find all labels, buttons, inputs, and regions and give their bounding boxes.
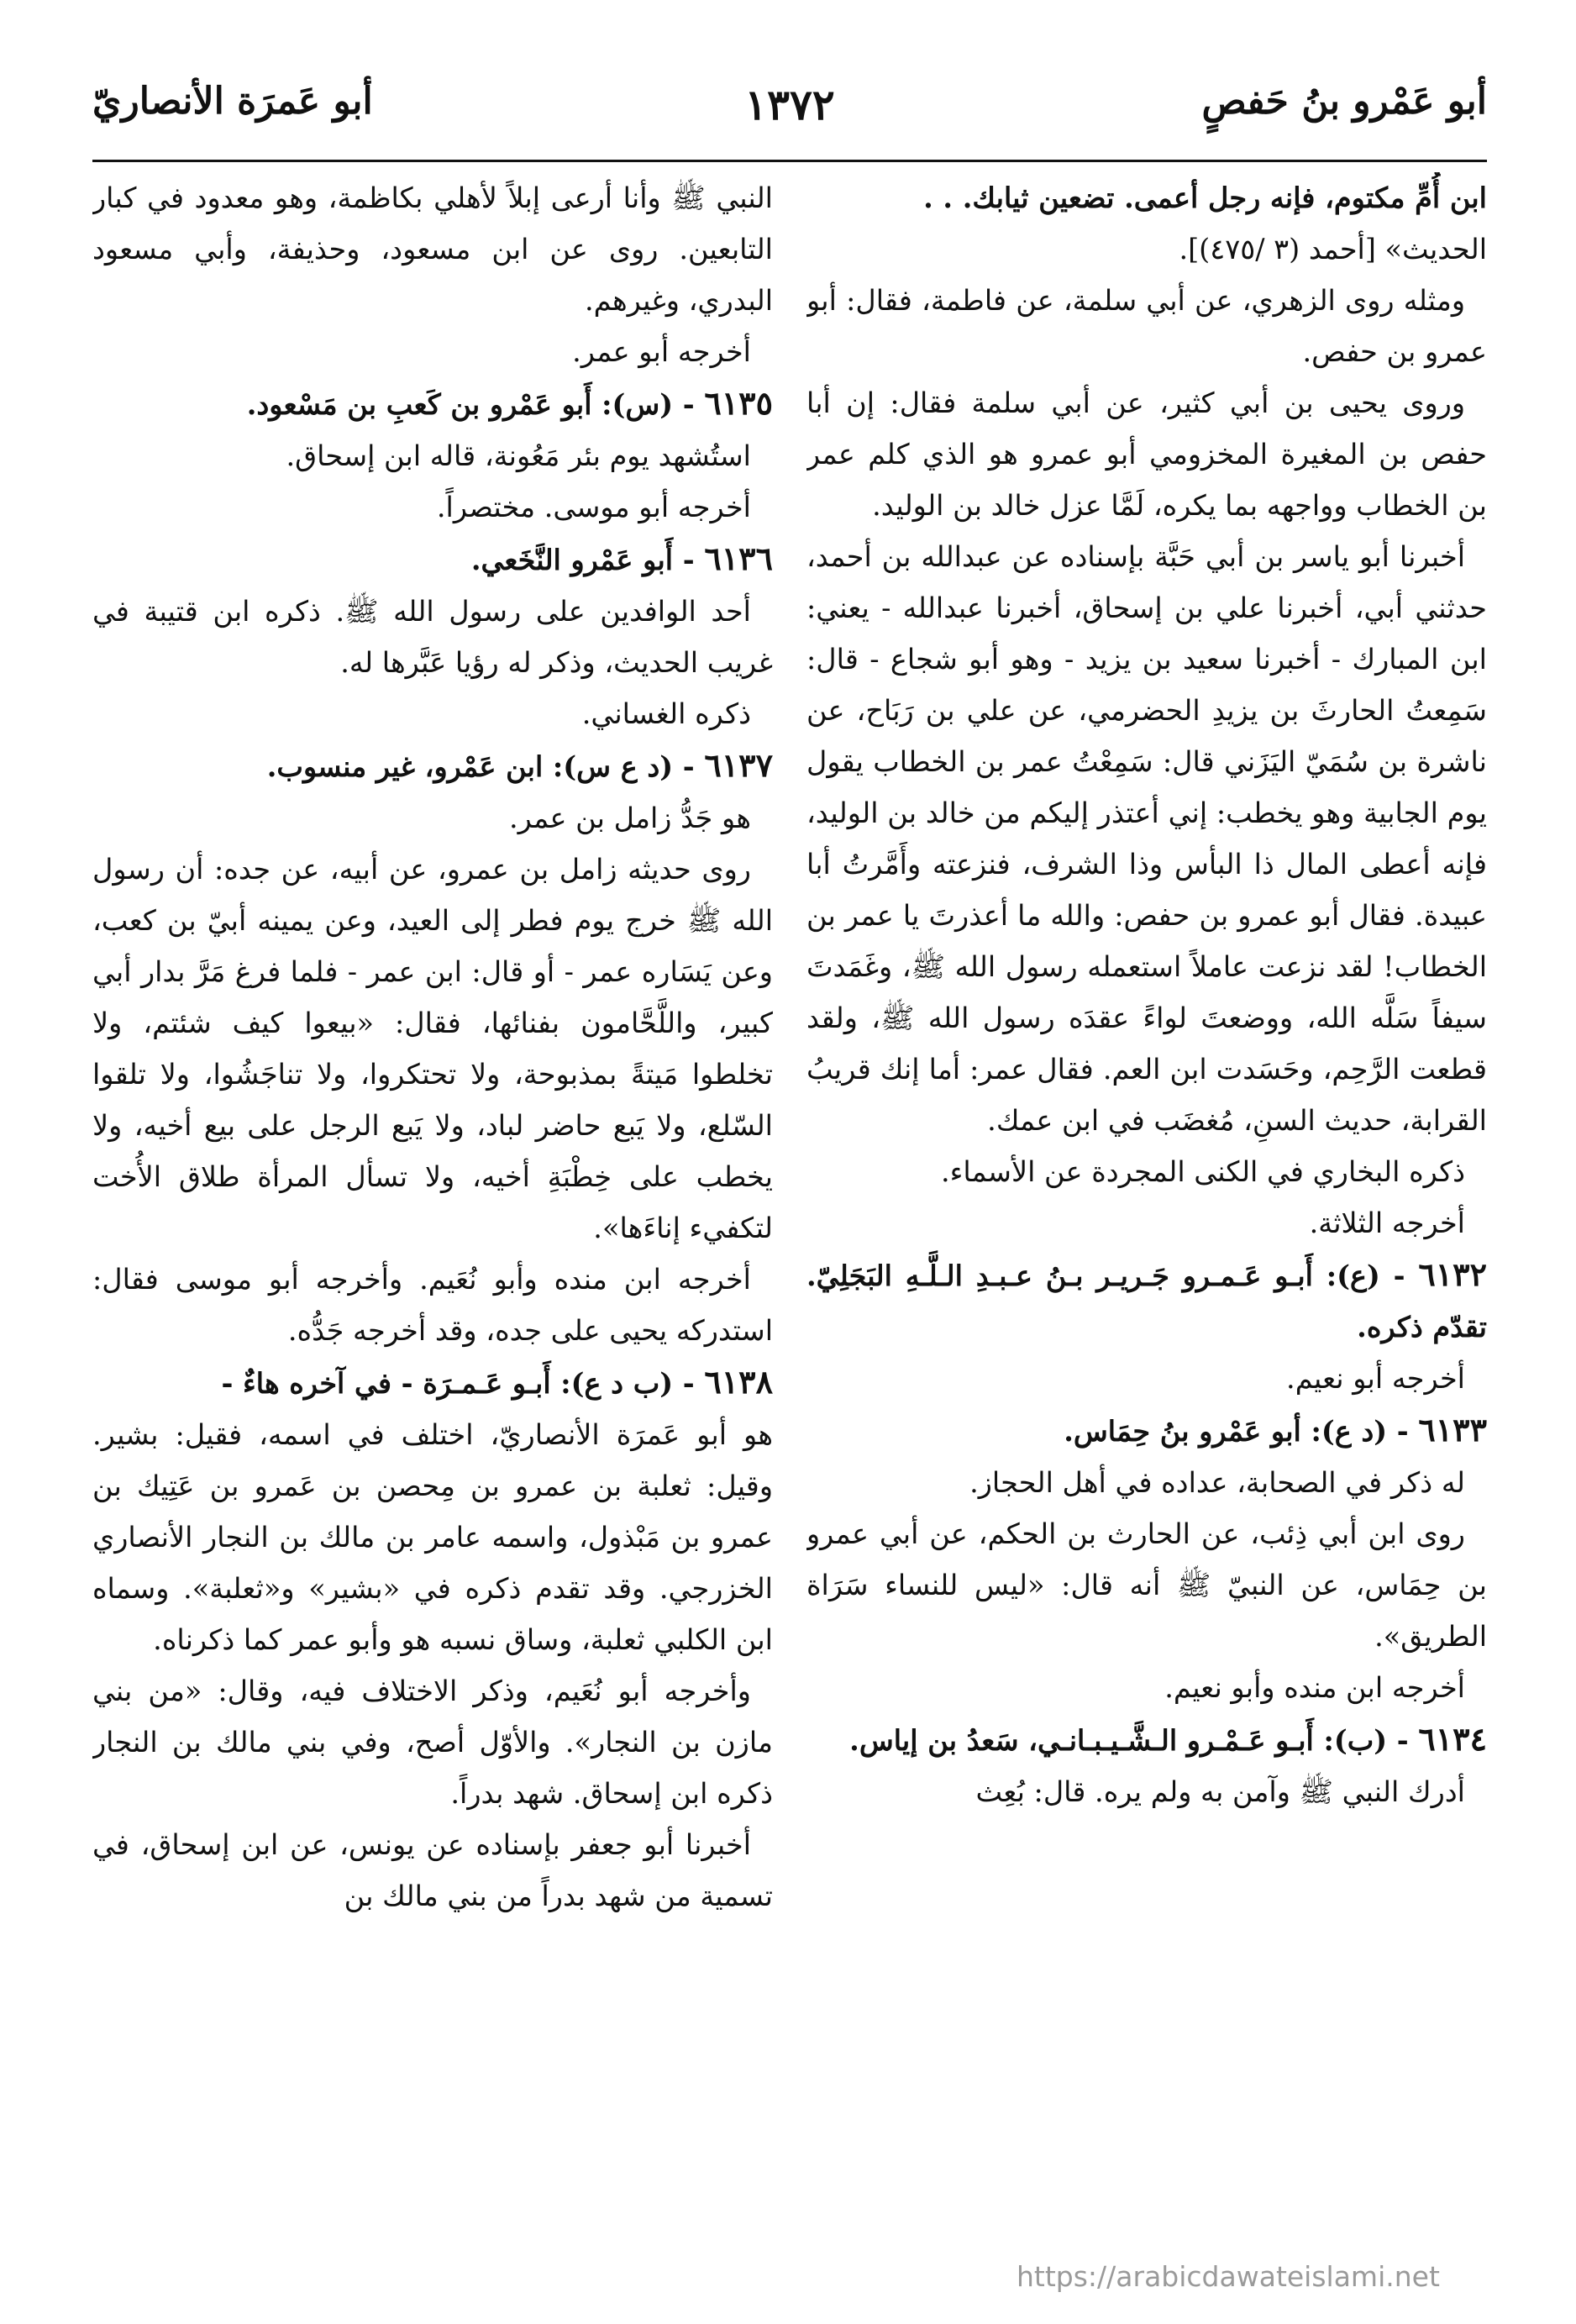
paragraph: ابن أُمِّ مكتوم، فإنه رجل أعمى. تضعين ثيابك. . .	[923, 181, 1487, 214]
paragraph: ذكره الغساني.	[581, 697, 751, 730]
entry-number: ٦١٣٥	[704, 384, 773, 422]
paragraph: النبي ﷺ وأنا أرعى إبلاً لأهلي بكاظمة، وهو معدود في كبار التابعين. روى عن ابن مسعود، وحذيفة، وأبي مسعود البدري، وغيرهم.	[92, 181, 773, 317]
paragraph: أخرجه ابن منده وأبو نُعَيم. وأخرجه أبو موسى فقال: استدركه يحيى على جده، وقد أخرجه جَدُّه.	[92, 1263, 773, 1347]
paragraph: أدرك النبي ﷺ وآمن به ولم يره. قال: بُعِث	[975, 1775, 1465, 1808]
paragraph: وأخرجه أبو نُعَيم، وذكر الاختلاف فيه، وقال: «من بني مازن بن النجار». والأوّل أصح، وفي بني مالك بن النجار ذكره ابن إسحاق. شهد بدراً.	[92, 1675, 773, 1810]
entry-title: - (ب): أَبـو عَـمْـرو الـشَّـيـبـانـي، سَعدُ بن إياس.	[849, 1724, 1419, 1757]
paragraph: استُشهد يوم بئر مَعُونة، قاله ابن إسحاق.	[286, 439, 751, 472]
paragraph: أخرجه أبو نعيم.	[1286, 1362, 1465, 1395]
page-header	[92, 80, 1487, 147]
right-column	[806, 172, 1487, 2239]
entry-number: ٦١٣٦	[704, 539, 773, 577]
entry-heading	[92, 533, 773, 586]
page-number: ١٣٧٢	[744, 80, 835, 129]
entry-heading	[806, 1249, 1487, 1353]
entry-number: ٦١٣٤	[1418, 1720, 1487, 1758]
watermark-url: https://arabicdawateislami.net	[1017, 2260, 1440, 2293]
paragraph: له ذكر في الصحابة، عداده في أهل الحجاز.	[969, 1466, 1465, 1499]
entry-title: - (ب د ع): أَبـو عَـمـرَة - في آخره هاءٌ -	[221, 1367, 705, 1400]
entry-number: ٦١٣٨	[704, 1363, 773, 1401]
entry-number: ٦١٣٧	[704, 746, 773, 784]
entry-heading	[92, 377, 773, 430]
entry-heading	[806, 1404, 1487, 1457]
paragraph: أخرجه أبو عمر.	[572, 335, 751, 368]
paragraph: أخرجه الثلاثة.	[1309, 1207, 1465, 1239]
header-rule	[92, 160, 1487, 162]
entry-heading	[92, 739, 773, 792]
paragraph: أخرجه ابن منده وأبو نعيم.	[1164, 1671, 1465, 1704]
paragraph: أخبرنا أبو ياسر بن أبي حَبَّة بإسناده عن عبدالله بن أحمد، حدثني أبي، أخبرنا علي بن إسحاق، أخبرنا عبدالله - يعني: ابن المبارك - أخبرنا سعيد بن يزيد - وهو أبو شجاع - قال: سَمِعتُ الحارثَ بن يزيدِ الحضرمي، عن علي بن رَبَاح، عن ناشرة بن سُمَيّ اليَزَني قال: سَمِعْتُ عمر بن الخطاب يقول يوم الجابية وهو يخطب: إني أعتذر إليكم من خالد بن الوليد، فإنه أعطى المال ذا البأس وذا الشرف، فنزعته وأَمَّرتُ أبا عبيدة. فقال أبو عمرو بن حفص: والله ما أعذرتَ يا عمر بن الخطاب! لقد نزعت عاملاً استعمله رسول الله ﷺ، وغَمَدتَ سيفاً سَلَّه الله، ووضعتَ لواءً عقدَه رسول الله ﷺ، ولقد قطعت الرَّحِم، وحَسَدت ابن العم. فقال عمر: أما إنك قريبُ القرابة، حديث السنِ، مُغضَب في ابن عمك.	[806, 540, 1487, 1137]
entry-title: - (د ع): أبو عَمْرو بنُ حِمَاس.	[1064, 1415, 1419, 1448]
paragraph: روى ابن أبي ذِئب، عن الحارث بن الحكم، عن أبي عمرو بن حِمَاس، عن النبيّ ﷺ أنه قال: «ليس للنساء سَرَاة الطريق».	[806, 1517, 1487, 1653]
paragraph: ذكره البخاري في الكنى المجردة عن الأسماء.	[940, 1155, 1465, 1188]
paragraph: أخرجه أبو موسى. مختصراً.	[436, 491, 751, 523]
entry-title: - أَبو عَمْرو النَّخَعي.	[470, 544, 705, 576]
entry-number: ٦١٣٢	[1418, 1255, 1487, 1293]
entry-heading	[806, 1713, 1487, 1766]
entry-title: - (ع): أَبـو عَـمـرو جَـريـر بـنُ عـبـدِ الـلَّـهِ البَجَلِيّ. تقدّم ذكره.	[806, 1259, 1487, 1343]
running-title-left: أبو عَمرَة الأنصاريّ	[92, 80, 373, 123]
paragraph: أخبرنا أبو جعفر بإسناده عن يونس، عن ابن إسحاق، في تسمية من شهد بدراً من بني مالك بن	[92, 1828, 773, 1912]
paragraph: أحد الوافدين على رسول الله ﷺ. ذكره ابن قتيبة في غريب الحديث، وذكر له رؤيا عَبَّرها له.	[92, 595, 773, 679]
paragraph: هو أبو عَمرَة الأنصاريّ، اختلف في اسمه، فقيل: بشير. وقيل: ثعلبة بن عمرو بن مِحصن بن عَمرو بن عَتِيك بن عمرو بن مَبْذول، واسمه عامر بن مالك بن النجار الأنصاري الخزرجي. وقد تقدم ذكره في «بشير» و«ثعلبة». وسماه ابن الكلبي ثعلبة، وساق نسبه هو وأبو عمر كما ذكرناه.	[92, 1418, 773, 1656]
entry-title: - (د ع س): ابن عَمْرو، غير منسوب.	[266, 750, 705, 783]
paragraph: هو جَدُّ زامل بن عمر.	[509, 802, 751, 834]
entry-heading	[92, 1356, 773, 1409]
paragraph: وروى يحيى بن أبي كثير، عن أبي سلمة فقال: إن أبا حفص بن المغيرة المخزومي أبو عمرو هو الذي كلم عمر بن الخطاب وواجهه بما يكره، لَمَّا عزل خالد بن الوليد.	[806, 386, 1487, 522]
entry-title: - (س): أَبو عَمْرو بن كَعبِ بن مَسْعود.	[246, 388, 705, 421]
running-title-right: أبو عَمْرو بنُ حَفصٍ	[1201, 80, 1487, 123]
left-column	[92, 172, 773, 2239]
entry-number: ٦١٣٣	[1418, 1411, 1487, 1449]
paragraph: روى حديثه زامل بن عمرو، عن أبيه، عن جده: أن رسول الله ﷺ خرج يوم فطر إلى العيد، وعن يمينه أبيّ بن كعب، وعن يَسَاره عمر - أو قال: ابن عمر - فلما فرغ مَرَّ بدار أبي كبير، واللَّحَّامون بفنائها، فقال: «بيعوا كيف شئتم، ولا تخلطوا مَيتةً بمذبوحة، ولا تحتكروا، ولا تناجَشُوا، ولا تلقوا السّلع، ولا يَبع حاضر لباد، ولا يَبع الرجل على بيع أخيه، ولا يخطب على خِطْبَةِ أخيه، ولا تسأل المرأة طلاق الأُخت لتكفيء إناءَها».	[92, 853, 773, 1244]
paragraph: ومثله روى الزهري، عن أبي سلمة، عن فاطمة، فقال: أبو عمرو بن حفص.	[806, 284, 1487, 368]
paragraph: الحديث» [أحمد (٣ /٤٧٥)].	[1179, 233, 1487, 266]
